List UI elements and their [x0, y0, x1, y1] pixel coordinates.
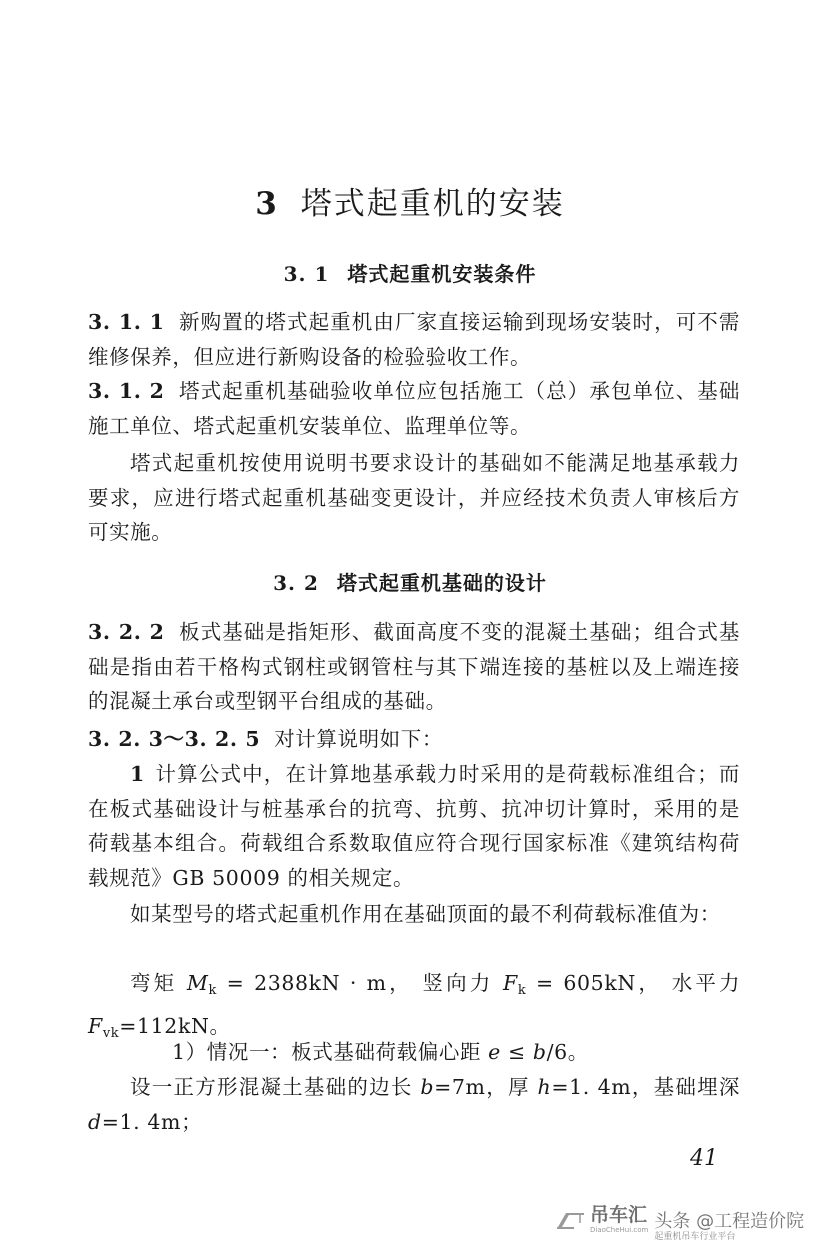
vertical-force-value: = 605kN，	[535, 971, 663, 995]
watermark-source: 头条 @工程造价院	[654, 1211, 805, 1232]
section-number: 3. 2	[273, 571, 319, 595]
moment-subscript: k	[208, 983, 217, 998]
clause-3-1-2-paragraph-2	[88, 446, 740, 550]
case-1	[88, 1035, 740, 1070]
clause-3-2-2	[88, 615, 740, 719]
section-title-3-2	[0, 567, 820, 596]
paragraph-text: 如某型号的塔式起重机作用在基础顶面的最不利荷载标准值为：	[130, 902, 721, 926]
depth-symbol: d	[88, 1109, 102, 1134]
horizontal-force-subscript: vk	[102, 1025, 120, 1041]
watermark-tagline: 起重机吊车行业平台	[654, 1232, 736, 1242]
page-number: 41	[690, 1146, 718, 1171]
clause-number: 3. 2. 2	[88, 620, 165, 644]
foundation-dimensions	[88, 1070, 740, 1139]
horizontal-force-symbol: F	[88, 1013, 103, 1038]
crane-logo-icon	[556, 1209, 586, 1231]
clause-3-1-2	[88, 374, 740, 443]
vertical-force-label: 竖向力	[422, 971, 494, 995]
moment-label: 弯矩	[130, 971, 178, 995]
chapter-title	[0, 178, 820, 223]
section-title-3-1	[0, 258, 820, 287]
side-length-symbol: b	[420, 1075, 435, 1099]
moment-value: = 2388kN · m，	[226, 971, 413, 995]
paragraph-text: 塔式起重机按使用说明书要求设计的基础如不能满足地基承载力要求，应进行塔式起重机基础变更设计，并应经技术负责人审核后方可实施。	[88, 451, 740, 544]
list-item-text: 计算公式中，在计算地基承载力时采用的是荷载标准组合；而在板式基础设计与桩基承台的抗弯、抗剪、抗冲切计算时，采用的是荷载基本组合。荷载组合系数取值应符合现行国家标准《建筑结构荷载规范》GB 50009 的相关规定。	[88, 762, 740, 890]
section-number: 3. 1	[283, 262, 330, 286]
clause-number: 3. 1. 1	[88, 310, 165, 334]
clause-3-1-1	[88, 305, 740, 374]
clause-text: 对计算说明如下：	[274, 727, 443, 751]
dimension-value-2: =1. 4m，基础埋深	[551, 1075, 740, 1099]
horizontal-force-label: 水平力	[671, 971, 741, 995]
clause-text: 板式基础是指矩形、截面高度不变的混凝土基础；组合式基础是指由若干格构式钢柱或钢管柱与其下端连接的基桩以及上端连接的混凝土承台或型钢平台组成的基础。	[88, 620, 740, 713]
thickness-symbol: h	[537, 1075, 552, 1099]
width-symbol: b	[532, 1040, 547, 1064]
chapter-number: 3	[255, 186, 279, 222]
clause-3-2-3-to-3-2-5	[88, 722, 740, 757]
clause-text: 新购置的塔式起重机由厂家直接运输到现场安装时，可不需维修保养，但应进行新购设备的检验验收工作。	[88, 310, 740, 369]
clause-text: 塔式起重机基础验收单位应包括施工（总）承包单位、基础施工单位、塔式起重机安装单位、监理单位等。	[88, 379, 740, 438]
dimension-value-3: =1. 4m；	[101, 1109, 203, 1134]
list-item-1	[88, 757, 740, 895]
dimension-value-1: =7m，厚	[434, 1075, 530, 1099]
moment-symbol: M	[186, 971, 209, 995]
vertical-force-symbol: F	[503, 971, 518, 995]
dimension-text-1: 设一正方形混凝土基础的边长	[130, 1075, 413, 1099]
eccentricity-symbol: e	[488, 1040, 501, 1064]
case-tail: /6。	[546, 1040, 589, 1064]
watermark-site: DiaoCheHui.com	[590, 1226, 649, 1234]
watermark	[556, 1204, 805, 1242]
relation-symbol: ≤	[500, 1040, 533, 1064]
clause-number: 3. 1. 2	[88, 379, 165, 403]
horizontal-force-value: =112kN。	[119, 1013, 231, 1038]
watermark-brand: 吊车汇	[590, 1204, 648, 1226]
list-item-number: 1	[130, 762, 145, 786]
vertical-force-subscript: k	[517, 983, 527, 998]
section-title-text: 塔式起重机安装条件	[347, 262, 537, 286]
clause-number: 3. 2. 3～3. 2. 5	[88, 727, 261, 751]
load-intro	[88, 897, 740, 932]
chapter-title-text: 塔式起重机的安装	[300, 186, 565, 222]
case-label: 1）情况一：板式基础荷载偏心距	[172, 1040, 482, 1064]
section-title-text: 塔式起重机基础的设计	[336, 571, 547, 595]
